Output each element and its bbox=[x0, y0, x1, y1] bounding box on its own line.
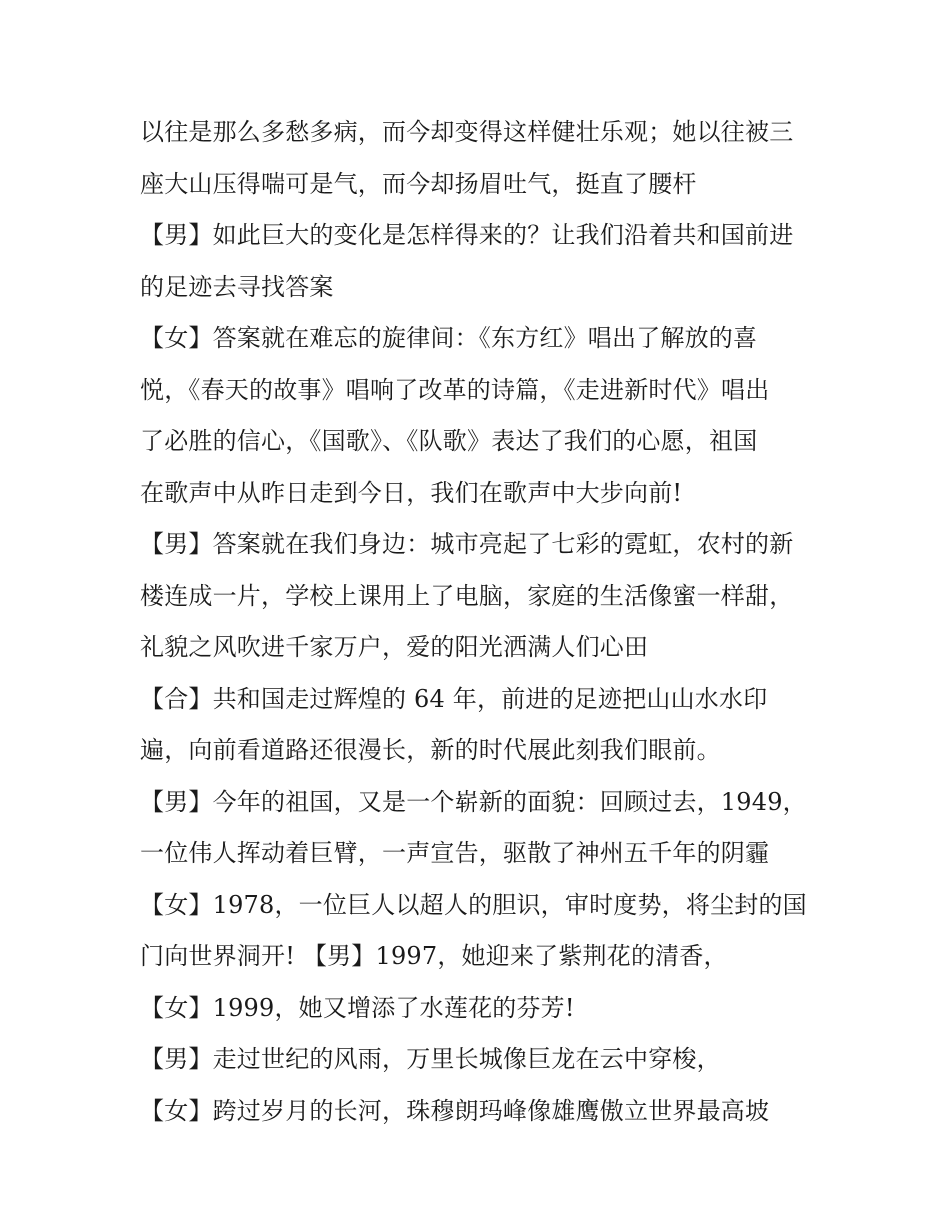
text-line: 【女】1999，她又增添了水莲花的芬芳! bbox=[140, 993, 575, 1022]
text-line: 礼貌之风吹进千家万户，爱的阳光洒满人们心田 bbox=[140, 633, 649, 661]
text-line: 【女】跨过岁月的长河，珠穆朗玛峰像雄鹰傲立世界最高坡 bbox=[140, 1096, 770, 1125]
text-line: 【女】1978，一位巨人以超人的胆识，审时度势，将尘封的国 bbox=[140, 890, 807, 919]
text-line: 遍，向前看道路还很漫长，新的时代展此刻我们眼前。 bbox=[140, 736, 721, 764]
text-line: 在歌声中从昨日走到今日，我们在歌声中大步向前! bbox=[140, 478, 683, 507]
text-line: 悦，《春天的故事》唱响了改革的诗篇，《走进新时代》唱出 bbox=[140, 375, 770, 404]
text-line: 以往是那么多愁多病，而今却变得这样健壮乐观；她以往被三 bbox=[140, 118, 794, 146]
text-line: 【男】答案就在我们身边：城市亮起了七彩的霓虹，农村的新 bbox=[140, 530, 794, 558]
text-line: 了必胜的信心，《国歌》、《队歌》表达了我们的心愿，祖国 bbox=[140, 427, 758, 455]
text-line: 【男】走过世纪的风雨，万里长城像巨龙在云中穿梭， bbox=[140, 1045, 721, 1073]
text-line: 【女】答案就在难忘的旋律间：《东方红》唱出了解放的喜 bbox=[140, 324, 758, 352]
text-line: 的足迹去寻找答案 bbox=[140, 272, 334, 301]
text-line: 【男】今年的祖国，又是一个崭新的面貌：回顾过去，1949， bbox=[140, 787, 807, 816]
text-line: 【合】共和国走过辉煌的 64 年，前进的足迹把山山水水印 bbox=[140, 684, 768, 713]
text-line: 座大山压得喘可是气，而今却扬眉吐气，挺直了腰杆 bbox=[140, 169, 697, 198]
text-line: 【男】如此巨大的变化是怎样得来的？让我们沿着共和国前进 bbox=[140, 221, 794, 249]
text-line: 门向世界洞开! 【男】1997，她迎来了紫荆花的清香， bbox=[140, 942, 728, 970]
text-line: 楼连成一片，学校上课用上了电脑，家庭的生活像蜜一样甜， bbox=[140, 581, 794, 610]
document-body bbox=[140, 107, 820, 1137]
text-line: 一位伟人挥动着巨臂，一声宣告，驱散了神州五千年的阴霾 bbox=[140, 839, 770, 867]
